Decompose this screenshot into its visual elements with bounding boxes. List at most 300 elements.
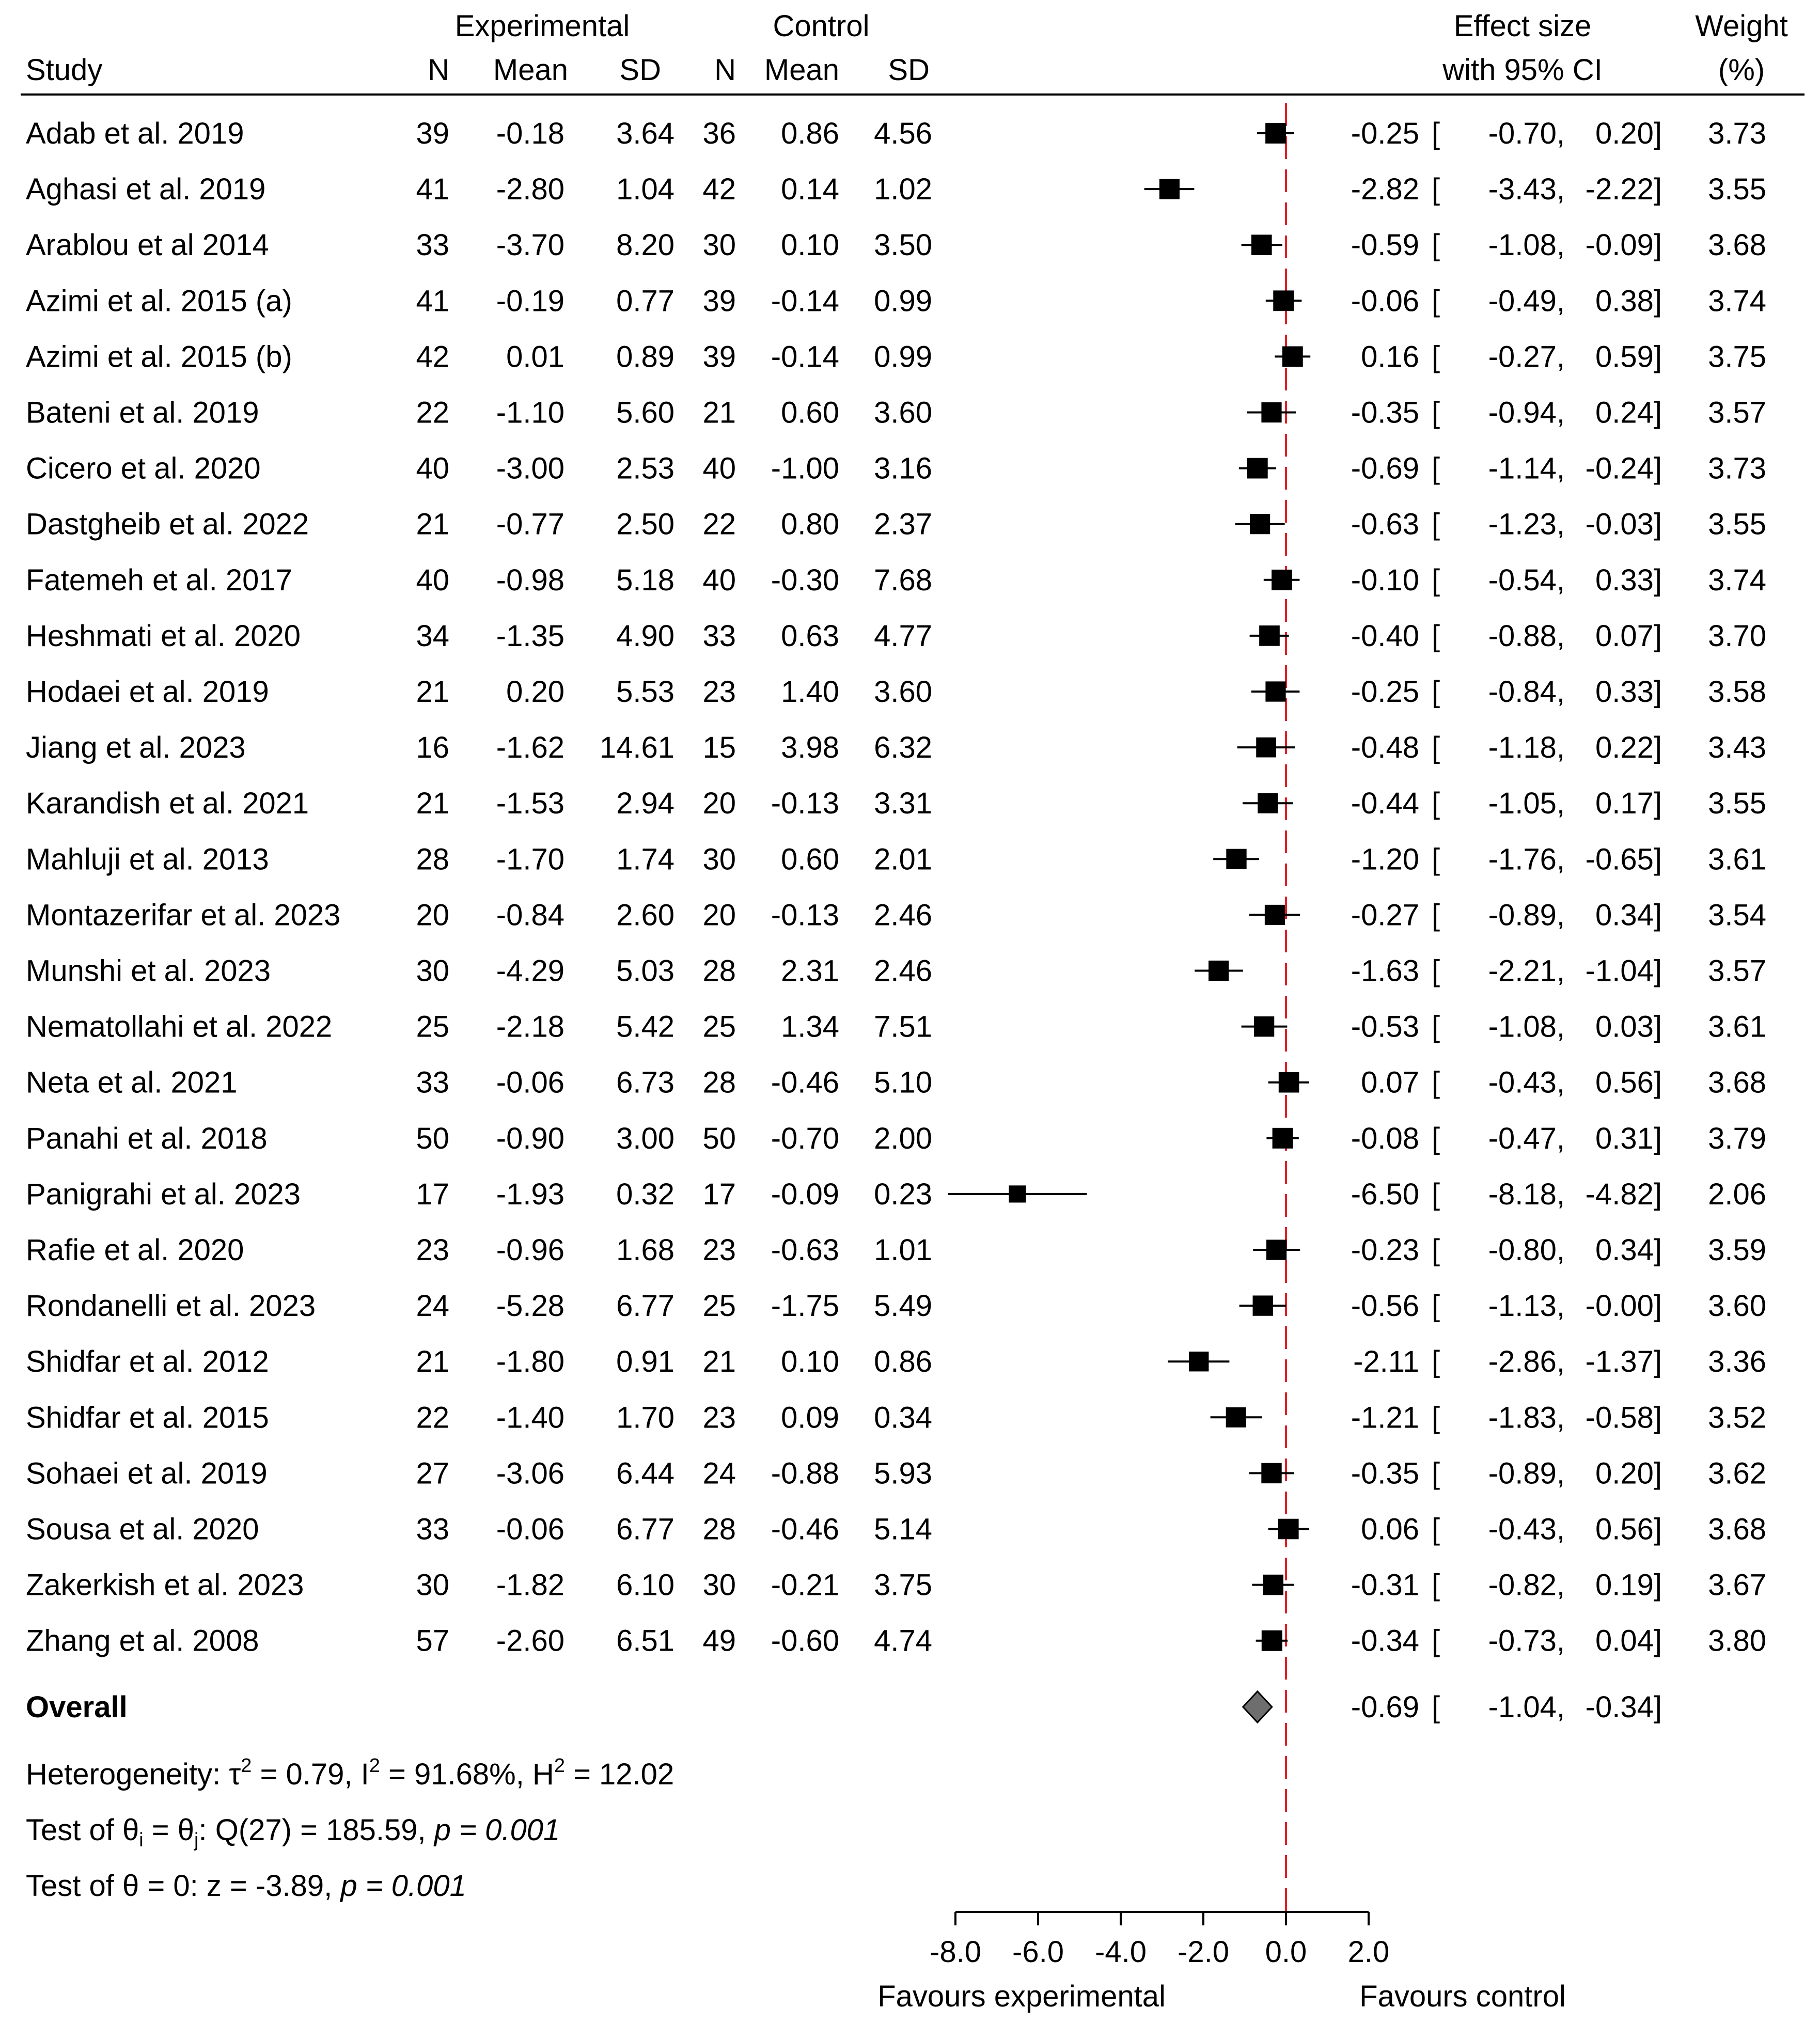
x-tick-label: -2.0 [1178, 1935, 1229, 1969]
exp-n: 40 [416, 563, 449, 597]
ctl-sd: 3.75 [874, 1568, 932, 1602]
study-row [26, 117, 1766, 150]
ci-lower: -0.54, [1488, 563, 1565, 597]
x-tick-label: 2.0 [1347, 1935, 1390, 1969]
ci-open-bracket: [ [1432, 1010, 1440, 1044]
ctl-n: 49 [702, 1624, 736, 1658]
study-row [26, 284, 1766, 318]
ci-upper: -0.03] [1585, 507, 1662, 541]
exp-sd: 2.53 [616, 451, 674, 485]
ctl-n: 30 [702, 842, 736, 876]
ci-upper: 0.34] [1595, 898, 1662, 932]
ctl-n: 17 [702, 1177, 736, 1211]
exp-sd: 1.70 [616, 1401, 674, 1435]
effect-marker [1273, 290, 1294, 311]
study-row [26, 340, 1766, 373]
ci-lower: -1.08, [1488, 228, 1565, 262]
study-name: Sohaei et al. 2019 [26, 1456, 268, 1491]
effect-marker [1265, 681, 1285, 701]
study-row [26, 1233, 1766, 1267]
effect-marker [1278, 1519, 1299, 1540]
header-weight: Weight [1695, 9, 1788, 43]
heterogeneity-text: Heterogeneity: $\tau^2 = 0.79$, $I^2 = 91.68\%$, $H^2 = 12.02$ [26, 1755, 674, 1791]
ctl-mean: -0.70 [771, 1121, 839, 1155]
effect-size: -0.25 [1351, 675, 1419, 709]
ci-open-bracket: [ [1432, 228, 1440, 262]
study-name: Panigrahi et al. 2023 [26, 1177, 301, 1211]
study-row [26, 731, 1766, 764]
exp-mean: -0.98 [496, 563, 564, 597]
ci-lower: -3.43, [1488, 172, 1565, 207]
effect-marker [1253, 1295, 1273, 1315]
ctl-sd: 2.46 [874, 898, 932, 932]
exp-mean: -0.77 [496, 507, 564, 541]
exp-n: 17 [416, 1177, 449, 1211]
header-weight-unit: (%) [1718, 53, 1765, 87]
effect-size: -1.21 [1351, 1401, 1419, 1435]
ci-lower: -2.21, [1488, 954, 1565, 988]
exp-sd: 0.91 [616, 1345, 674, 1379]
ci-upper: 0.07] [1595, 619, 1662, 653]
ci-upper: 0.19] [1595, 1568, 1662, 1602]
study-row [26, 1456, 1766, 1490]
effect-marker [1258, 793, 1278, 813]
effect-marker [1266, 1240, 1286, 1260]
weight: 3.67 [1708, 1568, 1766, 1602]
weight: 2.06 [1708, 1177, 1766, 1211]
ci-upper: 0.56] [1595, 1512, 1662, 1546]
ctl-mean: 0.09 [781, 1401, 839, 1435]
exp-mean: -1.62 [496, 731, 564, 765]
weight: 3.55 [1708, 172, 1766, 207]
ctl-sd: 7.68 [874, 563, 932, 597]
ci-lower: -0.49, [1488, 284, 1565, 318]
header-experimental: Experimental [454, 9, 630, 43]
exp-n: 41 [416, 284, 449, 318]
ctl-n: 39 [702, 284, 736, 318]
study-name: Aghasi et al. 2019 [26, 172, 266, 207]
effect-size: -0.34 [1351, 1624, 1419, 1658]
exp-n: 22 [416, 1401, 449, 1435]
ci-upper: 0.34] [1595, 1233, 1662, 1267]
study-row [26, 1513, 1766, 1546]
exp-mean: -0.84 [496, 898, 564, 932]
effect-marker [1263, 1575, 1283, 1595]
effect-marker [1226, 1407, 1246, 1428]
ci-open-bracket: [ [1432, 340, 1440, 374]
ctl-mean: 2.31 [781, 954, 839, 988]
ci-open-bracket: [ [1432, 172, 1440, 207]
exp-sd: 0.32 [616, 1177, 674, 1211]
study-name: Hodaei et al. 2019 [26, 675, 269, 709]
effect-size: -0.59 [1351, 228, 1419, 262]
ci-open-bracket: [ [1432, 396, 1440, 430]
study-row [26, 1624, 1766, 1658]
x-tick-label: -4.0 [1095, 1935, 1147, 1969]
ctl-n: 25 [702, 1289, 736, 1323]
study-name: Karandish et al. 2021 [26, 787, 309, 821]
ctl-mean: 1.34 [781, 1010, 839, 1044]
ctl-mean: 0.63 [781, 619, 839, 653]
effect-marker [1279, 1072, 1299, 1093]
exp-n: 16 [416, 731, 449, 765]
effect-marker [1261, 1463, 1281, 1483]
exp-sd: 14.61 [599, 731, 674, 765]
ci-upper: 0.38] [1595, 284, 1662, 318]
ci-lower: -0.47, [1488, 1121, 1565, 1155]
weight: 3.68 [1708, 1065, 1766, 1100]
exp-mean: -1.80 [496, 1345, 564, 1379]
exp-mean: -1.10 [496, 396, 564, 430]
study-row [26, 508, 1766, 541]
effect-size: -6.50 [1351, 1177, 1419, 1211]
ci-upper: 0.20] [1595, 117, 1662, 150]
exp-mean: 0.01 [506, 340, 564, 374]
effect-size: -0.23 [1351, 1233, 1419, 1267]
ci-upper: 0.31] [1595, 1121, 1662, 1155]
exp-sd: 1.74 [616, 842, 674, 876]
effect-marker [1282, 346, 1303, 367]
study-row [26, 1178, 1766, 1211]
study-name: Dastgheib et al. 2022 [26, 507, 309, 541]
weight: 3.43 [1708, 731, 1766, 765]
exp-n: 28 [416, 842, 449, 876]
ctl-mean: 0.86 [781, 117, 839, 150]
ctl-sd: 6.32 [874, 731, 932, 765]
header-exp-n: N [428, 53, 449, 87]
study-row [26, 842, 1766, 876]
ctl-sd: 3.31 [874, 787, 932, 821]
study-rows [26, 117, 1766, 1724]
exp-mean: -1.93 [496, 1177, 564, 1211]
plot-area [930, 103, 1389, 1969]
exp-sd: 6.51 [616, 1624, 674, 1658]
ctl-mean: 0.80 [781, 507, 839, 541]
weight: 3.73 [1708, 451, 1766, 485]
ci-open-bracket: [ [1432, 563, 1440, 597]
ctl-sd: 5.10 [874, 1065, 932, 1100]
ctl-n: 21 [702, 1345, 736, 1379]
weight: 3.74 [1708, 563, 1766, 597]
ctl-sd: 2.01 [874, 842, 932, 876]
ctl-sd: 3.60 [874, 675, 932, 709]
weight: 3.57 [1708, 954, 1766, 988]
study-name: Jiang et al. 2023 [26, 731, 246, 765]
header-ctl-sd: SD [888, 53, 930, 87]
exp-mean: -2.60 [496, 1624, 564, 1658]
ci-upper: -0.00] [1585, 1289, 1662, 1323]
ctl-mean: -1.75 [771, 1289, 839, 1323]
exp-sd: 2.50 [616, 507, 674, 541]
effect-size: 0.16 [1361, 340, 1419, 374]
effect-marker [1226, 849, 1246, 869]
effect-marker [1251, 234, 1272, 255]
ci-open-bracket: [ [1432, 1512, 1440, 1546]
ci-upper: 0.04] [1595, 1624, 1662, 1658]
exp-mean: -3.00 [496, 451, 564, 485]
ctl-mean: -0.30 [771, 563, 839, 597]
exp-n: 30 [416, 954, 449, 988]
exp-sd: 0.89 [616, 340, 674, 374]
ctl-mean: -0.60 [771, 1624, 839, 1658]
ci-open-bracket: [ [1432, 1568, 1440, 1602]
exp-n: 33 [416, 228, 449, 262]
weight: 3.54 [1708, 898, 1766, 932]
weight: 3.68 [1708, 228, 1766, 262]
ctl-mean: 3.98 [781, 731, 839, 765]
ctl-mean: -0.14 [771, 284, 839, 318]
study-row [26, 619, 1766, 653]
exp-sd: 8.20 [616, 228, 674, 262]
exp-n: 50 [416, 1121, 449, 1155]
x-tick-label: 0.0 [1265, 1935, 1307, 1969]
ci-lower: -0.70, [1488, 117, 1565, 150]
ctl-mean: 0.60 [781, 842, 839, 876]
study-name: Rondanelli et al. 2023 [26, 1289, 316, 1323]
ci-lower: -0.84, [1488, 675, 1565, 709]
study-name: Neta et al. 2021 [26, 1065, 238, 1100]
effect-size: -0.53 [1351, 1010, 1419, 1044]
exp-sd: 6.44 [616, 1456, 674, 1491]
effect-marker [1265, 905, 1285, 925]
exp-n: 41 [416, 172, 449, 207]
effect-marker [1209, 961, 1229, 981]
test-zero-text: Test of θ = 0: z = -3.89, p = 0.001 [26, 1869, 466, 1903]
ctl-mean: -0.14 [771, 340, 839, 374]
exp-n: 40 [416, 451, 449, 485]
ci-lower: -0.43, [1488, 1065, 1565, 1100]
ctl-mean: 0.10 [781, 1345, 839, 1379]
effect-marker [1272, 570, 1292, 590]
effect-marker [1259, 625, 1280, 646]
overall-diamond [1243, 1691, 1272, 1722]
x-tick-label: -8.0 [930, 1935, 981, 1969]
ctl-mean: 0.60 [781, 396, 839, 430]
ctl-sd: 1.02 [874, 172, 932, 207]
ci-open-bracket: [ [1432, 117, 1440, 150]
header-effect-size: Effect size [1453, 9, 1592, 43]
study-row [26, 1345, 1766, 1378]
study-name: Shidfar et al. 2015 [26, 1401, 269, 1435]
exp-sd: 0.77 [616, 284, 674, 318]
ci-open-bracket: [ [1432, 1289, 1440, 1323]
study-name: Cicero et al. 2020 [26, 451, 261, 485]
ci-open-bracket: [ [1432, 731, 1440, 765]
ctl-sd: 3.60 [874, 396, 932, 430]
ctl-sd: 3.50 [874, 228, 932, 262]
ci-open-bracket: [ [1432, 451, 1440, 485]
exp-sd: 2.94 [616, 787, 674, 821]
effect-size: -0.40 [1351, 619, 1419, 653]
ci-upper: 0.22] [1595, 731, 1662, 765]
weight: 3.59 [1708, 1233, 1766, 1267]
ci-lower: -1.76, [1488, 842, 1565, 876]
overall-ci-open-bracket: [ [1432, 1690, 1440, 1724]
axis-label-favours-experimental: Favours experimental [877, 1980, 1166, 2013]
ctl-sd: 2.37 [874, 507, 932, 541]
header-exp-mean: Mean [493, 53, 568, 87]
study-name: Azimi et al. 2015 (a) [26, 284, 292, 318]
overall-effect-size: -0.69 [1351, 1690, 1419, 1724]
x-tick-label: -6.0 [1012, 1935, 1064, 1969]
ctl-sd: 0.99 [874, 340, 932, 374]
ctl-n: 20 [702, 787, 736, 821]
ci-open-bracket: [ [1432, 619, 1440, 653]
ci-lower: -0.88, [1488, 619, 1565, 653]
exp-mean: -0.90 [496, 1121, 564, 1155]
study-name: Montazerifar et al. 2023 [26, 898, 341, 932]
exp-n: 34 [416, 619, 449, 653]
effect-marker [1265, 123, 1286, 144]
ci-lower: -0.73, [1488, 1624, 1565, 1658]
exp-sd: 5.60 [616, 396, 674, 430]
ctl-n: 25 [702, 1010, 736, 1044]
ci-open-bracket: [ [1432, 1624, 1440, 1658]
ci-lower: -0.80, [1488, 1233, 1565, 1267]
study-row [26, 1569, 1766, 1602]
ctl-n: 24 [702, 1456, 736, 1491]
ci-upper: -2.22] [1585, 172, 1662, 207]
exp-n: 24 [416, 1289, 449, 1323]
ci-upper: -0.09] [1585, 228, 1662, 262]
exp-n: 20 [416, 898, 449, 932]
ctl-n: 21 [702, 396, 736, 430]
ci-upper: 0.33] [1595, 675, 1662, 709]
effect-marker [1247, 458, 1268, 479]
study-name: Nematollahi et al. 2022 [26, 1010, 333, 1044]
exp-sd: 5.03 [616, 954, 674, 988]
ci-open-bracket: [ [1432, 787, 1440, 821]
ctl-sd: 4.77 [874, 619, 932, 653]
weight: 3.62 [1708, 1456, 1766, 1491]
study-row [26, 787, 1766, 820]
study-row [26, 452, 1766, 485]
ci-open-bracket: [ [1432, 1177, 1440, 1211]
study-row [26, 396, 1766, 430]
ci-lower: -1.05, [1488, 787, 1565, 821]
ctl-n: 23 [702, 1401, 736, 1435]
ctl-sd: 2.00 [874, 1121, 932, 1155]
ctl-n: 15 [702, 731, 736, 765]
exp-mean: -1.40 [496, 1401, 564, 1435]
exp-mean: -0.96 [496, 1233, 564, 1267]
overall-row [26, 1690, 1662, 1724]
exp-sd: 6.77 [616, 1512, 674, 1546]
ci-lower: -2.86, [1488, 1345, 1565, 1379]
effect-marker [1254, 1016, 1274, 1037]
ctl-n: 50 [702, 1121, 736, 1155]
exp-n: 23 [416, 1233, 449, 1267]
ctl-sd: 7.51 [874, 1010, 932, 1044]
header-control: Control [773, 9, 870, 43]
weight: 3.79 [1708, 1121, 1766, 1155]
effect-marker [1189, 1352, 1209, 1371]
ci-open-bracket: [ [1432, 284, 1440, 318]
effect-marker [1009, 1185, 1026, 1202]
ci-upper: 0.33] [1595, 563, 1662, 597]
exp-sd: 6.10 [616, 1568, 674, 1602]
ctl-sd: 3.16 [874, 451, 932, 485]
ci-upper: 0.03] [1595, 1010, 1662, 1044]
weight: 3.73 [1708, 117, 1766, 150]
ci-lower: -1.83, [1488, 1401, 1565, 1435]
ci-open-bracket: [ [1432, 1401, 1440, 1435]
effect-marker [1250, 514, 1270, 534]
effect-size: -2.82 [1351, 172, 1419, 207]
ci-lower: -1.23, [1488, 507, 1565, 541]
weight: 3.57 [1708, 396, 1766, 430]
ctl-sd: 0.99 [874, 284, 932, 318]
exp-mean: -1.35 [496, 619, 564, 653]
ctl-n: 30 [702, 228, 736, 262]
effect-size: -0.35 [1351, 1456, 1419, 1491]
exp-sd: 2.60 [616, 898, 674, 932]
effect-marker [1159, 179, 1180, 199]
ci-upper: 0.17] [1595, 787, 1662, 821]
ctl-n: 33 [702, 619, 736, 653]
ctl-sd: 5.49 [874, 1289, 932, 1323]
ci-upper: -1.37] [1585, 1345, 1662, 1379]
exp-n: 33 [416, 1065, 449, 1100]
ctl-n: 23 [702, 1233, 736, 1267]
exp-mean: -2.18 [496, 1010, 564, 1044]
weight: 3.55 [1708, 507, 1766, 541]
ctl-sd: 4.74 [874, 1624, 932, 1658]
ctl-mean: -0.46 [771, 1512, 839, 1546]
study-row [26, 1289, 1766, 1323]
ci-open-bracket: [ [1432, 1065, 1440, 1100]
exp-mean: -0.19 [496, 284, 564, 318]
exp-n: 33 [416, 1512, 449, 1546]
effect-size: -0.69 [1351, 451, 1419, 485]
ci-open-bracket: [ [1432, 507, 1440, 541]
header-ctl-n: N [714, 53, 736, 87]
exp-n: 57 [416, 1624, 449, 1658]
ctl-n: 30 [702, 1568, 736, 1602]
ctl-mean: 0.10 [781, 228, 839, 262]
ctl-n: 40 [702, 451, 736, 485]
study-row [26, 954, 1766, 988]
ctl-n: 28 [702, 954, 736, 988]
ci-open-bracket: [ [1432, 675, 1440, 709]
effect-marker [1261, 402, 1281, 422]
ctl-sd: 0.86 [874, 1345, 932, 1379]
ctl-n: 40 [702, 563, 736, 597]
ci-upper: -4.82] [1585, 1177, 1662, 1211]
ci-lower: -0.43, [1488, 1512, 1565, 1546]
study-name: Zhang et al. 2008 [26, 1624, 259, 1658]
study-name: Sousa et al. 2020 [26, 1512, 259, 1546]
exp-sd: 5.18 [616, 563, 674, 597]
ci-lower: -0.82, [1488, 1568, 1565, 1602]
ctl-mean: 0.14 [781, 172, 839, 207]
exp-sd: 5.53 [616, 675, 674, 709]
header-study: Study [26, 53, 103, 87]
ci-open-bracket: [ [1432, 898, 1440, 932]
exp-sd: 5.42 [616, 1010, 674, 1044]
exp-mean: -4.29 [496, 954, 564, 988]
exp-mean: -3.06 [496, 1456, 564, 1491]
exp-n: 21 [416, 1345, 449, 1379]
exp-n: 39 [416, 117, 449, 150]
study-row [26, 1010, 1766, 1044]
ci-open-bracket: [ [1432, 842, 1440, 876]
exp-sd: 1.04 [616, 172, 674, 207]
ctl-mean: -0.13 [771, 898, 839, 932]
effect-size: -0.44 [1351, 787, 1419, 821]
exp-n: 21 [416, 675, 449, 709]
exp-mean: 0.20 [506, 675, 564, 709]
